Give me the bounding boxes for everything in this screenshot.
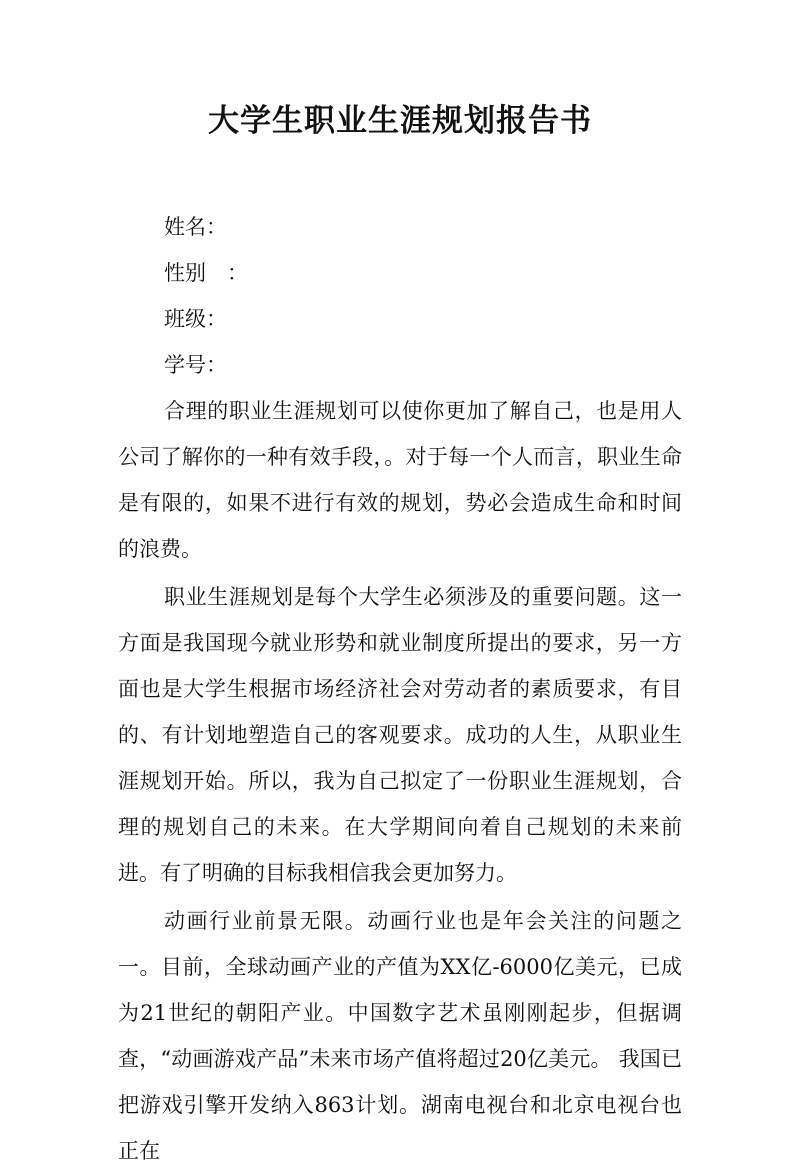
document-title: 大学生职业生涯规划报告书 [208, 103, 592, 139]
paragraph: 合理的职业生涯规划可以使你更加了解自己，也是用人公司了解你的一种有效手段，。对于每一个人而言，职业生命是有限的，如果不进行有效的规划，势必会造成生命和时间的浪费。 [118, 399, 682, 561]
body-text [118, 388, 682, 1174]
paragraph: 动画行业前景无限。动画行业也是年会关注的问题之一。目前，全球动画产业的产值为XX亿-6000亿美元，已成为21世纪的朝阳产业。中国数字艺术虽刚刚起步，但据调查，“动画游戏产品”未来市场产值将超过20亿美元。 我国已把游戏引擎开发纳入863计划。湖南电视台和北京电视台也正在 [118, 909, 682, 1163]
field-gender: 性别 ： [164, 261, 248, 285]
field-class: 班级： [164, 307, 227, 331]
field-student-id: 学号： [164, 353, 227, 377]
info-fields [118, 204, 682, 388]
paragraph: 职业生涯规划是每个大学生必须涉及的重要问题。这一方面是我国现今就业形势和就业制度所提出的要求，另一方面也是大学生根据市场经济社会对劳动者的素质要求，有目的、有计划地塑造自己的客观要求。成功的人生，从职业生涯规划开始。所以，我为自己拟定了一份职业生涯规划，合理的规划自己的未来。在大学期间向着自己规划的未来前进。有了明确的目标我相信我会更加努力。 [118, 585, 682, 885]
field-name: 姓名： [164, 215, 227, 239]
